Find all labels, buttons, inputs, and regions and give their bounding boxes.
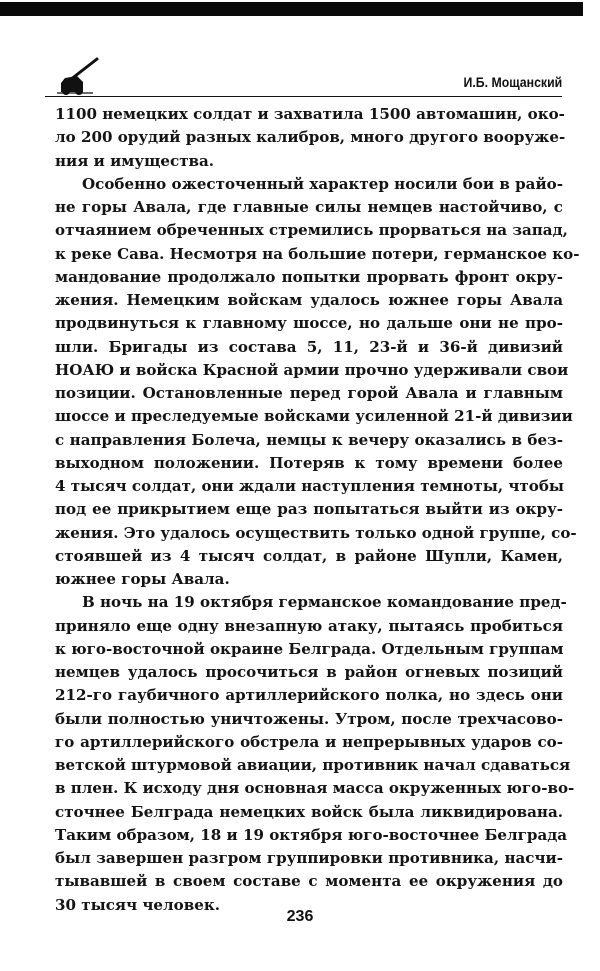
text-line: не горы Авала, где главные силы немцев настойчиво, с [55, 198, 563, 216]
text-line: сточнее Белграда немецких войск была ликвидирована. [55, 802, 563, 821]
text-line: выходном положении. Потеряв к тому времени более [55, 453, 563, 472]
text-line: были полностью уничтожены. Утром, после трехчасово- [55, 709, 563, 728]
text-line: 4 тысяч солдат, они ждали наступления темноты, чтобы [55, 477, 565, 495]
author-name: И.Б. Мощанский [463, 74, 562, 90]
text-line: 212-го гаубичного артиллерийского полка, но здесь они [55, 686, 563, 705]
text-line: 1100 немецких солдат и захватила 1500 автомашин, око- [55, 105, 565, 123]
text-line: к юго-восточной окраине Белграда. Отдельным группам [55, 639, 564, 658]
paragraph-start-line: В ночь на 19 октября германское командование пред- [82, 593, 567, 612]
text-line: НОАЮ и войска Красной армии прочно удерживали свои [55, 360, 569, 379]
text-line: был завершен разгром группировки противника, насчи- [55, 849, 563, 867]
page-text [55, 103, 580, 917]
text-line: мандование продолжало попытки прорвать фронт окру- [55, 267, 563, 286]
text-line: к реке Сава. Несмотря на большие потери, германское ко- [55, 244, 580, 263]
running-header [45, 52, 562, 97]
text-line: продвинуться к главному шоссе, но дальше они не про- [55, 314, 563, 333]
text-line: жения. Это удалось осуществить только одной группе, со- [55, 523, 577, 542]
text-line: позиции. Остановленные перед горой Авала и главным [55, 384, 563, 402]
text-line: стоявшей из 4 тысяч солдат, в районе Шупли, Камен, [55, 546, 563, 565]
header-rule [45, 95, 562, 97]
text-line: приняло еще одну внезапную атаку, пытаясь пробиться [55, 616, 563, 635]
text-line: го артиллерийского обстрела и непрерывных ударов со- [55, 732, 563, 751]
text-line: в плен. К исходу дня основная масса окруженных юго-во- [55, 779, 575, 798]
text-line: тывавшей в своем составе с момента ее окружения до [55, 872, 563, 891]
text-line: шли. Бригады из состава 5, 11, 23-й и 36-й дивизий [55, 337, 563, 356]
page-number: 236 [286, 908, 314, 925]
text-line: 30 тысяч человек. [55, 895, 220, 914]
text-line: немцев удалось просочиться в район огневых позиций [55, 663, 563, 681]
text-line: Таким образом, 18 и 19 октября юго-восточнее Белграда [55, 825, 568, 844]
text-line: ветской штурмовой авиации, противник начал сдаваться [55, 756, 571, 774]
text-line: с направления Болеча, немцы к вечеру оказались в без- [55, 430, 563, 449]
text-line: отчаянием обреченных стремились прорваться на запад, [55, 221, 568, 240]
top-black-bar [0, 2, 583, 16]
text-line: под ее прикрытием еще раз попытаться выйти из окру- [55, 500, 563, 519]
artillery-cannon-icon [53, 56, 103, 96]
text-line: жения. Немецким войскам удалось южнее горы Авала [55, 291, 563, 309]
text-line: шоссе и преследуемые войсками усиленной 21-й дивизии [55, 407, 573, 426]
text-line: ния и имущества. [55, 151, 215, 170]
text-line: южнее горы Авала. [55, 570, 230, 588]
text-line: ло 200 орудий разных калибров, много другого вооруже- [55, 128, 566, 147]
paragraph-start-line: Особенно ожесточенный характер носили бои в райо- [82, 174, 563, 193]
